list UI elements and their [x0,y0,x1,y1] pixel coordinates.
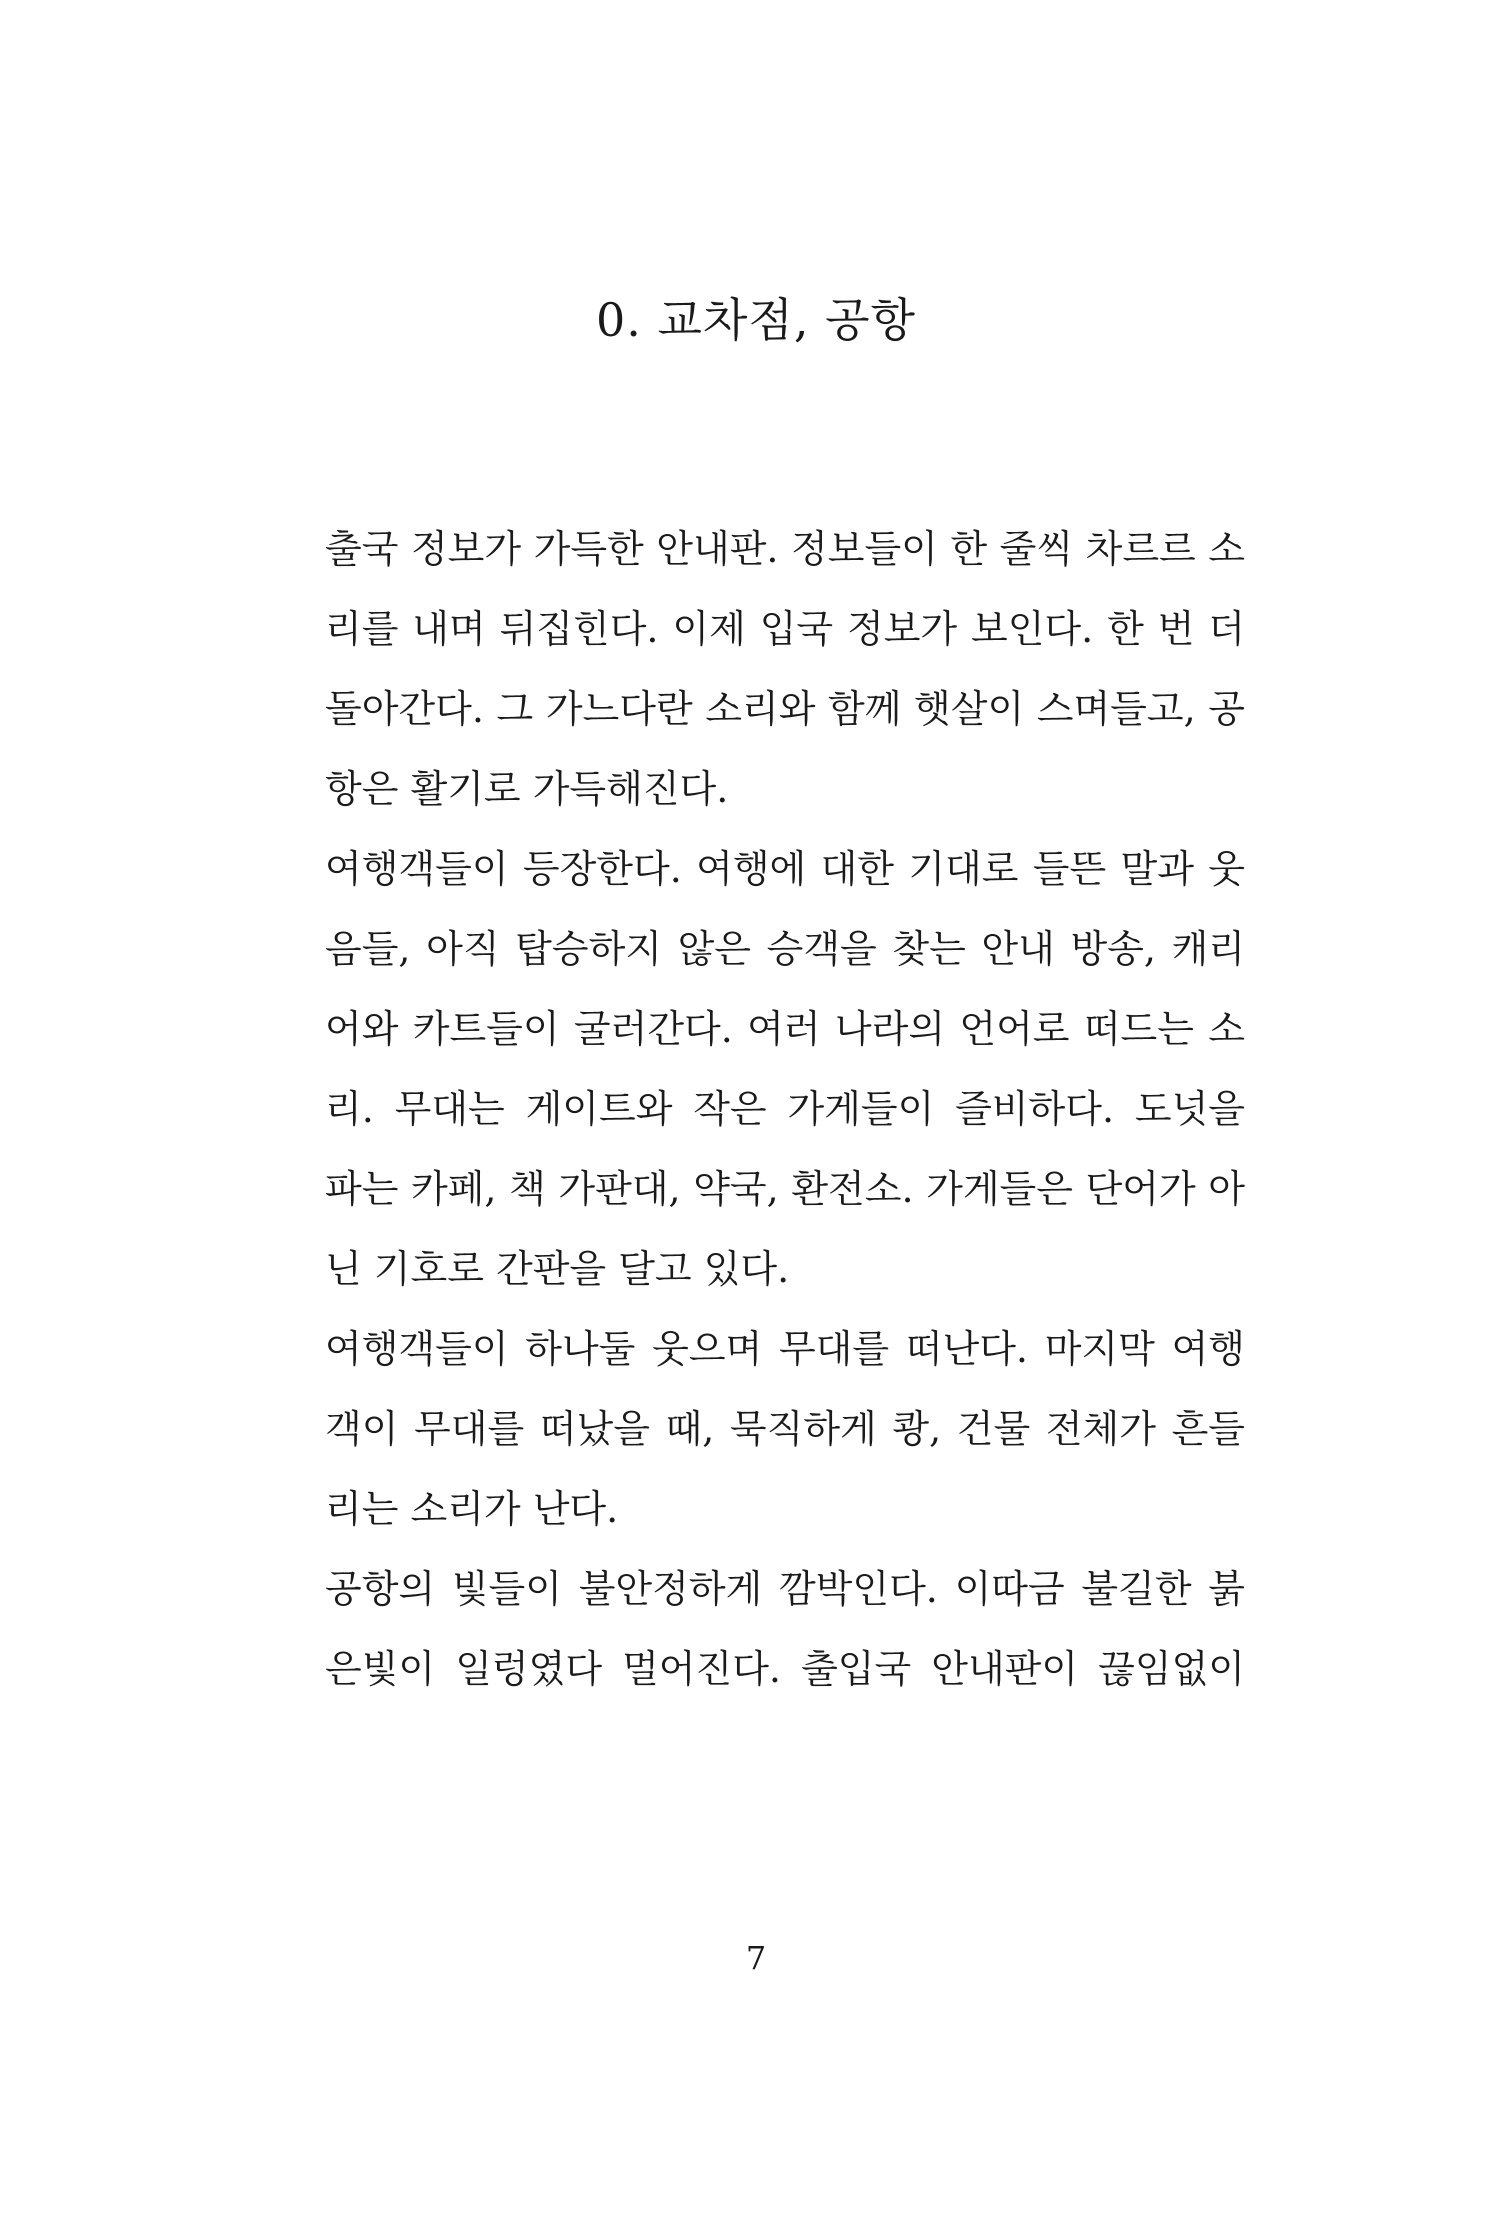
text-line: 리를 내며 뒤집힌다. 이제 입국 정보가 보인다. 한 번 더 [325,607,1245,651]
text-line: 돌아간다. 그 가느다란 소리와 함께 햇살이 스며들고, 공 [325,687,1245,731]
text-line: 여행객들이 하나둘 웃으며 무대를 떠난다. 마지막 여행 [325,1327,1245,1371]
text-line: 출국 정보가 가득한 안내판. 정보들이 한 줄씩 차르르 소 [325,527,1245,571]
chapter-title: 0. 교차점, 공항 [596,293,916,347]
text-line: 닌 기호로 간판을 달고 있다. [325,1247,790,1291]
text-line: 객이 무대를 떠났을 때, 묵직하게 쾅, 건물 전체가 흔들 [325,1407,1245,1451]
text-line: 음들, 아직 탑승하지 않은 승객을 찾는 안내 방송, 캐리 [325,927,1245,971]
text-line: 항은 활기로 가득해진다. [325,767,729,811]
text-line: 리. 무대는 게이트와 작은 가게들이 즐비하다. 도넛을 [325,1087,1245,1131]
text-line: 파는 카페, 책 가판대, 약국, 환전소. 가게들은 단어가 아 [325,1167,1245,1211]
text-line: 공항의 빛들이 불안정하게 깜박인다. 이따금 불길한 붉 [325,1567,1245,1611]
body-text [325,514,1245,1714]
text-line: 여행객들이 등장한다. 여행에 대한 기대로 들뜬 말과 웃 [325,847,1245,891]
page-number: 7 [745,1939,767,1977]
text-line: 은빛이 일렁였다 멀어진다. 출입국 안내판이 끊임없이 [325,1647,1245,1691]
text-line: 리는 소리가 난다. [325,1487,619,1531]
text-line: 어와 카트들이 굴러간다. 여러 나라의 언어로 떠드는 소 [325,1007,1245,1051]
